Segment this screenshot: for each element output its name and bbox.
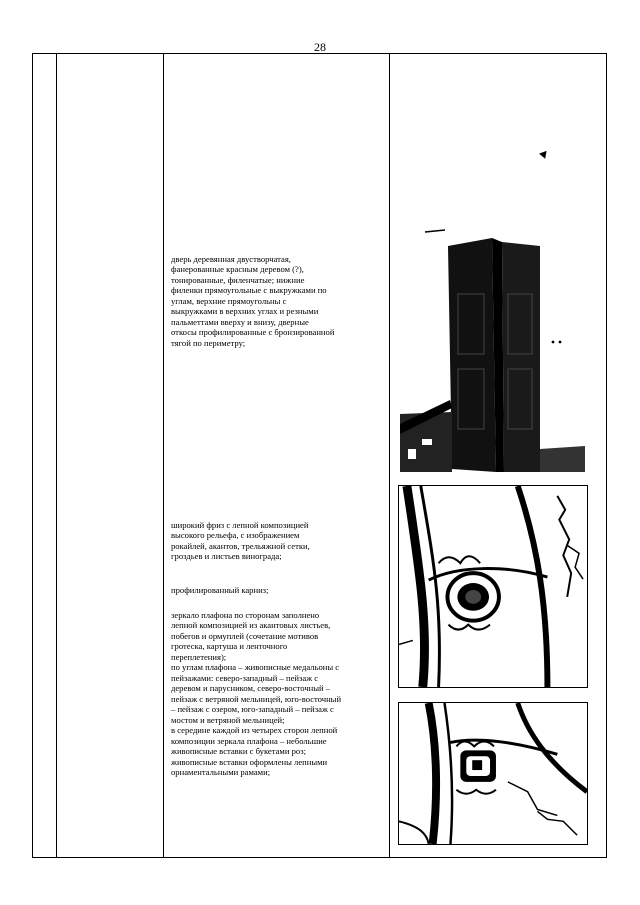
ceiling-medallion-photo [398,702,588,845]
column-divider-1 [56,53,57,858]
page-number: 28 [314,40,326,54]
cornice-description [171,585,385,595]
ceiling-medallion-photo-image [399,703,587,844]
door-photo [400,224,585,472]
frieze-photo-image [399,486,587,687]
door-description [171,254,385,348]
frieze-description [171,520,385,562]
door-photo-image [400,224,585,472]
column-divider-3 [389,53,390,858]
column-divider-2 [163,53,164,858]
ceiling-description-text: зеркало плафона по сторонам заполнено лепной композицией из акантовых листьев, побегов и ормуплей (сочетание мотивов гротеска, картуша и ленточного переплетения); по углам плафона – живописные медальоны с пейзажами: северо-западный – пейзаж с деревом и парусником, северо-восточный – пейзаж с ветряной мельницей, юго-восточный – пейзаж с озером, юго-западный – пейзаж с мостом и ветряной мельницей; в середине каждой из четырех сторон лепной композиции зеркала плафона – небольшие живописные вставки с букетами роз; живописные вставки оформлены лепными орнаментальными рамами; [171,610,342,778]
ceiling-description [171,610,385,778]
frieze-description-text: широкий фриз с лепной композицией высокого рельефа, с изображением рокайлей, акантов, трельяжной сетки, гроздьев и листьев винограда; [171,520,310,562]
frieze-photo [398,485,588,688]
door-description-text: дверь деревянная двустворчатая, фанерованные красным деревом (?), тонированные, филенчатые; нижние филенки прямоугольные с выкружками по углам, верхние прямоугольны с выкружками в верхних углах и резными пальметтами вверху и внизу, дверные откосы профилированные с бронзированной тягой по периметру; [171,254,335,348]
cornice-description-text: профилированный карниз; [171,585,269,595]
